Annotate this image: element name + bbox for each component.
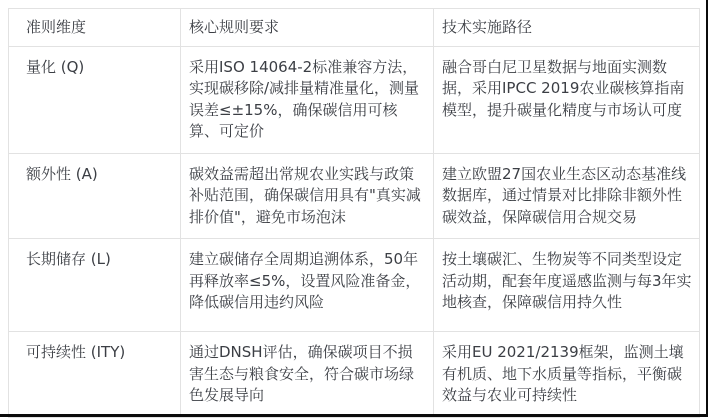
cell-dimension: 量化 (Q) — [9, 46, 181, 153]
carbon-credit-rules-table — [8, 8, 700, 418]
cell-requirement: 碳效益需超出常规农业实践与政策补贴范围，确保碳信用具有"真实减排价值"，避免市场泡沫 — [181, 153, 434, 239]
cell-requirement: 建立碳储存全周期追溯体系，50年再释放率≤5%，设置风险准备金，降低碳信用违约风险 — [181, 239, 434, 332]
cell-dimension: 额外性 (A) — [9, 153, 181, 239]
cell-implementation: 按土壤碳汇、生物炭等不同类型设定活动期，配套年度遥感监测与每3年实地核查，保障碳信用持久性 — [434, 239, 700, 332]
cell-implementation: 融合哥白尼卫星数据与地面实测数据，采用IPCC 2019农业碳核算指南模型，提升碳量化精度与市场认可度 — [434, 46, 700, 153]
column-header-implementation: 技术实施路径 — [434, 9, 700, 47]
cell-implementation: 采用EU 2021/2139框架，监测土壤有机质、地下水质量等指标，平衡碳效益与农业可持续性 — [434, 332, 700, 418]
table-row-additionality — [9, 153, 700, 239]
column-header-dimension: 准则维度 — [9, 9, 181, 47]
cell-dimension: 可持续性 (ITY) — [9, 332, 181, 418]
table-row-quantification — [9, 46, 700, 153]
column-header-requirement: 核心规则要求 — [181, 9, 434, 47]
cell-dimension: 长期储存 (L) — [9, 239, 181, 332]
table-header-row — [9, 9, 700, 47]
table-row-sustainability — [9, 332, 700, 418]
table-row-long-term-storage — [9, 239, 700, 332]
cell-requirement: 采用ISO 14064-2标准兼容方法，实现碳移除/减排量精准量化，测量误差≤±15%，确保碳信用可核算、可定价 — [181, 46, 434, 153]
cell-requirement: 通过DNSH评估，确保碳项目不损害生态与粮食安全，符合碳市场绿色发展导向 — [181, 332, 434, 418]
cell-implementation: 建立欧盟27国农业生态区动态基准线数据库，通过情景对比排除非额外性碳效益，保障碳信用合规交易 — [434, 153, 700, 239]
